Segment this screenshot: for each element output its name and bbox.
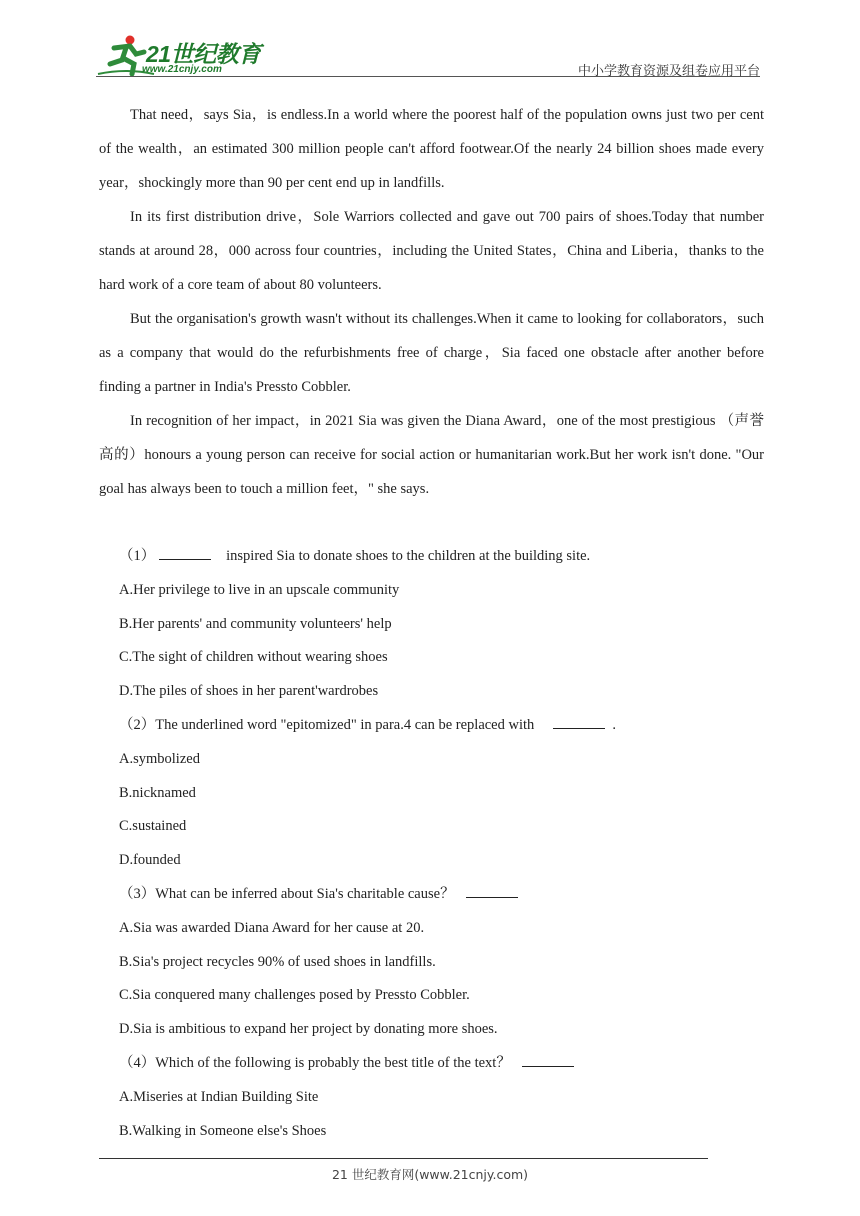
question-stem [99, 540, 764, 574]
option: B.Her parents' and community volunteers' help [119, 615, 392, 632]
option: B.Walking in Someone else's Shoes [119, 1122, 327, 1139]
question-text-end: . [612, 716, 617, 733]
question-1 [99, 540, 764, 709]
question-stem [99, 878, 764, 912]
answer-blank [553, 716, 605, 729]
question-stem [99, 1047, 764, 1081]
passage-paragraph: In its first distribution drive，Sole Warriors collected and gave out 700 pairs of shoes.Today that number stands at around 28，000 across four countries，including the United States，China and Liberia，thanks to the hard work of a core team of about 80 volunteers. [99, 209, 764, 293]
answer-blank [466, 885, 518, 898]
spacer [99, 506, 764, 540]
question-number: （3） [119, 885, 156, 902]
page-footer: 21 世纪教育网(www.21cnjy.com) [331, 1167, 529, 1182]
option: C.The sight of children without wearing shoes [119, 649, 388, 666]
option: C.sustained [119, 818, 187, 835]
question-4 [99, 1047, 764, 1148]
question-text: inspired Sia to donate shoes to the children at the building site. [226, 548, 591, 564]
question-text: What can be inferred about Sia's charitable cause？ [155, 885, 455, 902]
passage-paragraph: But the organisation's growth wasn't without its challenges.When it came to looking for collaborators，such as a company that would do the refurbishments free of charge，Sia faced one obstacle after another before finding a partner in India's Pressto Cobbler. [99, 311, 764, 395]
logo [96, 34, 266, 78]
question-2 [99, 709, 764, 878]
option: A.Miseries at Indian Building Site [119, 1088, 319, 1105]
option: B.Sia's project recycles 90% of used shoes in landfills. [119, 953, 436, 970]
passage-paragraph: In recognition of her impact，in 2021 Sia was given the Diana Award，one of the most prestigious （声誉高的）honours a young person can receive for social action or humanitarian work.But her work isn't done. "Our goal has always been to touch a million feet，" she says. [99, 413, 764, 497]
option: D.Sia is ambitious to expand her project by donating more shoes. [119, 1021, 498, 1038]
option: A.Her privilege to live in an upscale community [119, 581, 400, 598]
option: D.founded [119, 852, 181, 869]
passage-paragraph: That need，says Sia，is endless.In a world where the poorest half of the population owns just two per cent of the wealth，an estimated 300 million people can't afford footwear.Of the nearly 24 billion shoes made every year，shockingly more than 90 per cent end up in landfills. [99, 107, 764, 191]
answer-blank [522, 1054, 574, 1067]
option: C.Sia conquered many challenges posed by Pressto Cobbler. [119, 987, 470, 1004]
question-number: （4） [119, 1054, 156, 1071]
question-number: （2） [119, 716, 156, 733]
option: B.nicknamed [119, 784, 196, 801]
question-3 [99, 878, 764, 1047]
option: A.symbolized [119, 750, 200, 767]
logo-text: 21世纪教育 [146, 41, 261, 67]
header-platform-name: 中小学教育资源及组卷应用平台 [577, 64, 760, 79]
footer-divider [99, 1158, 708, 1159]
question-text: Which of the following is probably the best title of the text？ [155, 1054, 511, 1071]
header-divider [96, 76, 760, 77]
document-body [99, 98, 764, 1148]
question-stem [99, 709, 764, 743]
answer-blank [159, 547, 211, 560]
option: D.The piles of shoes in her parent'wardrobes [119, 683, 379, 700]
question-number: （1） [119, 548, 156, 564]
logo-url: www.21cnjy.com [142, 64, 222, 75]
page-header [96, 30, 760, 78]
option: A.Sia was awarded Diana Award for her cause at 20. [119, 919, 425, 936]
question-text: The underlined word "epitomized" in para.4 can be replaced with [155, 716, 535, 733]
